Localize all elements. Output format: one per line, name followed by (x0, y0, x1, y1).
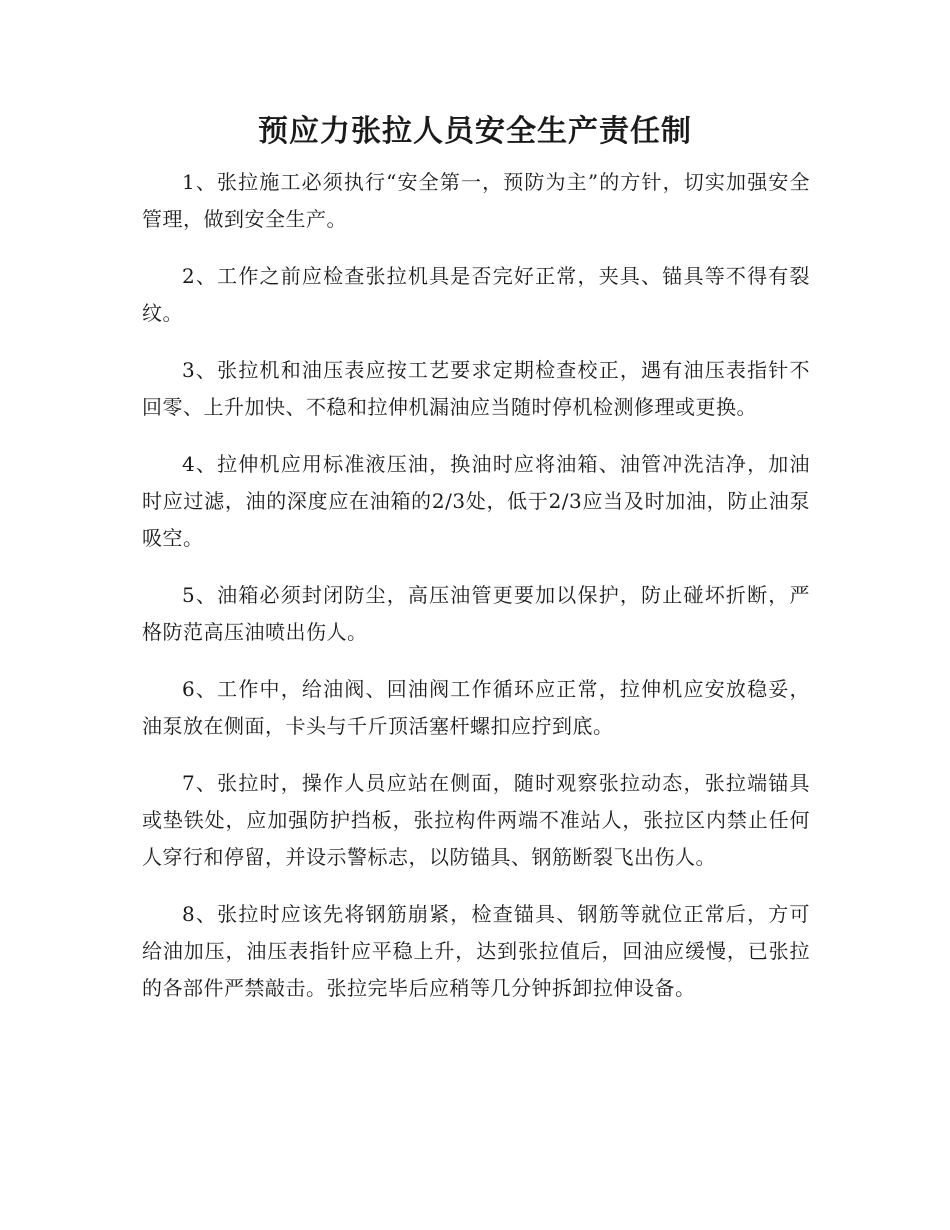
document-title: 预应力张拉人员安全生产责任制 (258, 114, 692, 149)
clause-8: 8、张拉时应该先将钢筋崩紧，检查锚具、钢筋等就位正常后，方可给油加压，油压表指针应平稳上升，达到张拉值后，回油应缓慢，已张拉的各部件严禁敲击。张拉完毕后应稍等几分钟拆卸拉伸设备。 (142, 902, 810, 1000)
document-body (142, 164, 810, 1027)
clause-4: 4、拉伸机应用标准液压油，换油时应将油箱、油管冲洗洁净，加油时应过滤，油的深度应在油箱的2/3处，低于2/3应当及时加油，防止油泵吸空。 (142, 452, 810, 550)
clause-7: 7、张拉时，操作人员应站在侧面，随时观察张拉动态，张拉端锚具或垫铁处，应加强防护挡板，张拉构件两端不准站人，张拉区内禁止任何人穿行和停留，并设示警标志，以防锚具、钢筋断裂飞出伤人。 (142, 771, 810, 869)
clause-6: 6、工作中，给油阀、回油阀工作循环应正常，拉伸机应安放稳妥，油泵放在侧面，卡头与千斤顶活塞杆螺扣应拧到底。 (142, 677, 810, 738)
clause-1: 1、张拉施工必须执行“安全第一，预防为主”的方针，切实加强安全管理，做到安全生产。 (142, 170, 810, 231)
clause-5: 5、油箱必须封闭防尘，高压油管更要加以保护，防止碰坏折断，严格防范高压油喷出伤人。 (142, 583, 810, 644)
clause-2: 2、工作之前应检查张拉机具是否完好正常，夹具、锚具等不得有裂纹。 (142, 264, 810, 325)
clause-3: 3、张拉机和油压表应按工艺要求定期检查校正，遇有油压表指针不回零、上升加快、不稳和拉伸机漏油应当随时停机检测修理或更换。 (142, 358, 810, 419)
